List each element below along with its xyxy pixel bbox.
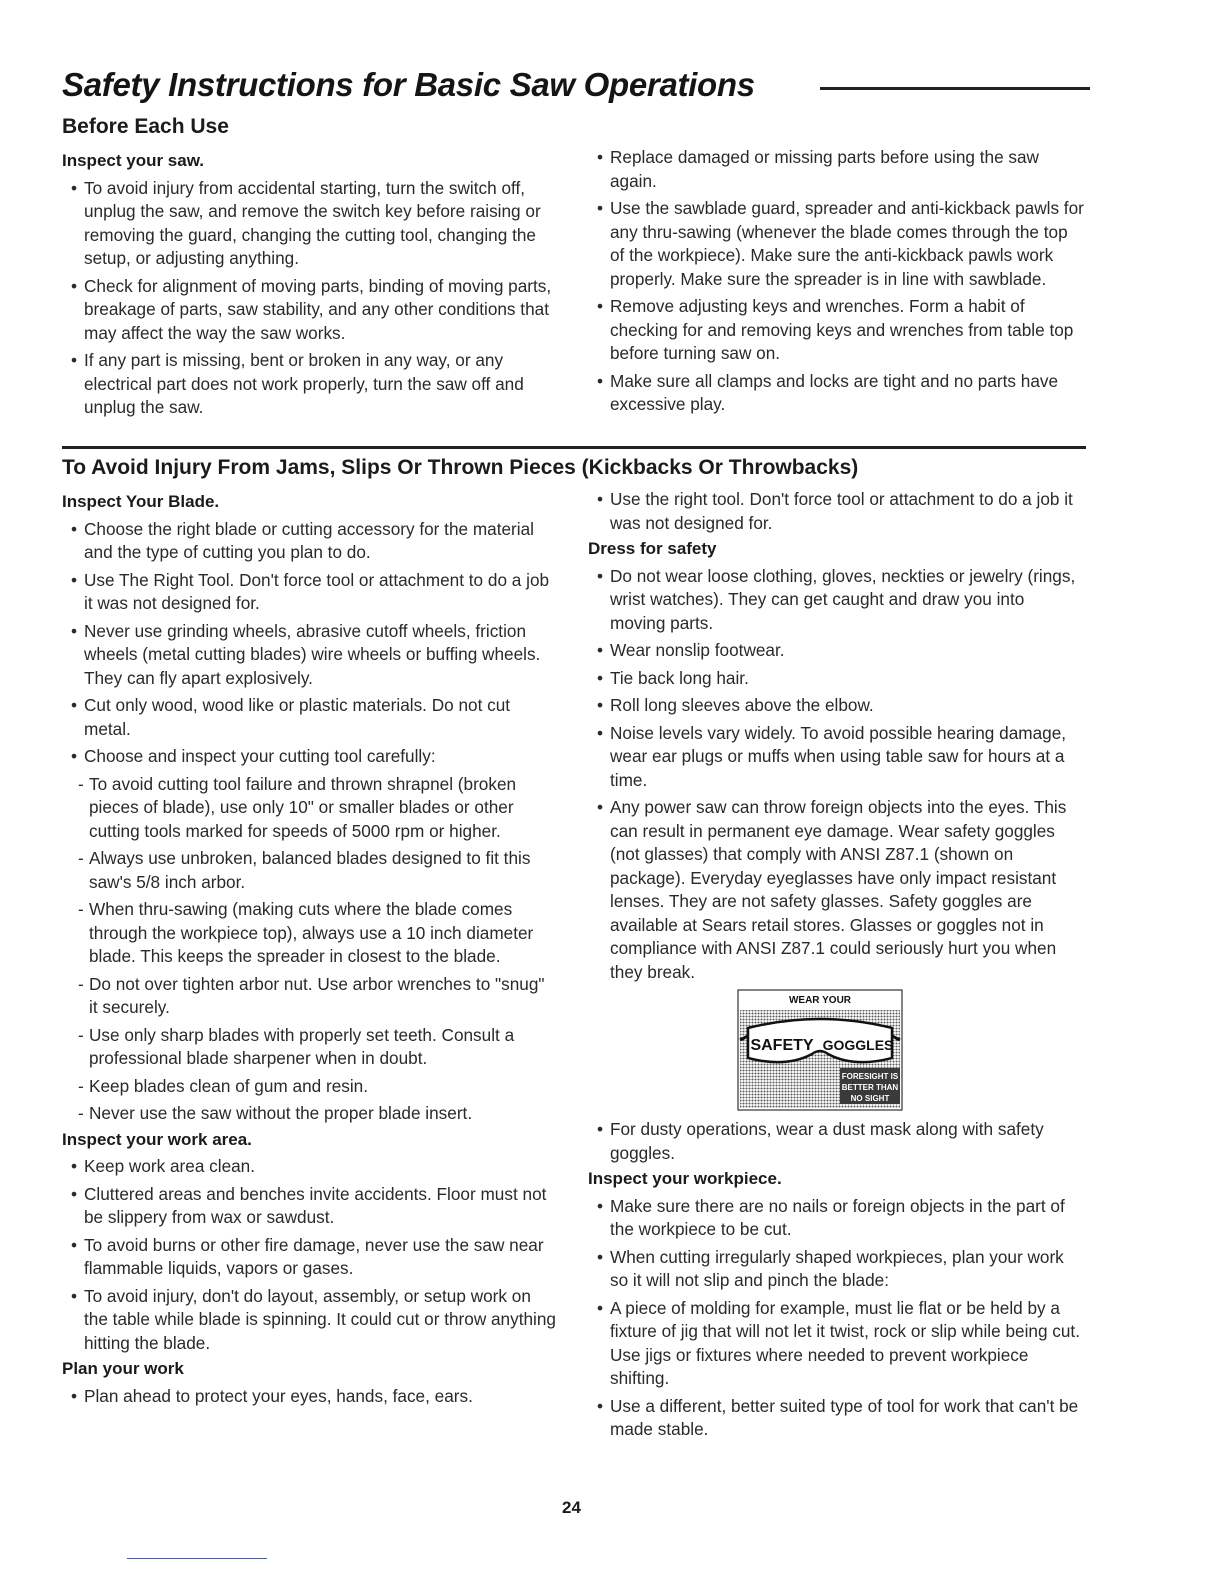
list-item: • Choose and inspect your cutting tool carefully:: [62, 745, 556, 769]
section-heading-before-each-use: Before Each Use: [62, 115, 229, 138]
dash-list-item: - To avoid cutting tool failure and thrown shrapnel (broken pieces of blade), use only 10" or smaller blades or other cutting tools marked for speeds of 5000 rpm or higher.: [62, 773, 556, 844]
dash-list-item: - Always use unbroken, balanced blades designed to fit this saw's 5/8 inch arbor.: [62, 847, 556, 894]
list-item: • For dusty operations, wear a dust mask along with safety goggles.: [588, 1118, 1084, 1165]
goggles-sub-text-1: FORESIGHT IS: [841, 1072, 899, 1081]
list-item: • Plan ahead to protect your eyes, hands, face, ears.: [62, 1385, 556, 1409]
list-item: • Tie back long hair.: [588, 667, 1084, 691]
before-use-right-column: [588, 146, 1084, 417]
section-divider: [62, 446, 1086, 449]
title-row: [62, 66, 1092, 110]
subheading-dress-safety: Dress for safety: [588, 539, 717, 558]
list-item: • Never use grinding wheels, abrasive cutoff wheels, friction wheels (metal cutting blades) wire wheels or buffing wheels. They can fly apart explosively.: [62, 620, 556, 691]
page-title: Safety Instructions for Basic Saw Operations: [62, 66, 755, 103]
list-item: • Use the sawblade guard, spreader and anti-kickback pawls for any thru-sawing (whenever the blade comes through the top of the workpiece). Make sure the anti-kickback pawls work properly. Make sure the spreader is in line with sawblade.: [588, 197, 1084, 291]
list-item: • Noise levels vary widely. To avoid possible hearing damage, wear ear plugs or muffs when using table saw for hours at a time.: [588, 722, 1084, 793]
section-heading-kickback: To Avoid Injury From Jams, Slips Or Thrown Pieces (Kickbacks Or Throwbacks): [62, 456, 859, 479]
list-item: • If any part is missing, bent or broken in any way, or any electrical part does not work properly, turn the saw off and unplug the saw.: [62, 349, 556, 420]
list-item: • Use a different, better suited type of tool for work that can't be made stable.: [588, 1395, 1084, 1442]
dash-list-item: - Never use the saw without the proper blade insert.: [62, 1102, 556, 1126]
list-item: • To avoid injury, don't do layout, assembly, or setup work on the table while blade is spinning. It could cut or throw anything hitting the blade.: [62, 1285, 556, 1356]
list-item: • Use The Right Tool. Don't force tool or attachment to do a job it was not designed for.: [62, 569, 556, 616]
list-item: • Wear nonslip footwear.: [588, 639, 1084, 663]
dash-list-item: - Keep blades clean of gum and resin.: [62, 1075, 556, 1099]
list-item: • Cut only wood, wood like or plastic materials. Do not cut metal.: [62, 694, 556, 741]
safety-goggles-image: [736, 988, 904, 1112]
goggles-illustration: [736, 988, 904, 1112]
kickback-right-column: [588, 488, 1084, 1442]
goggles-top-text: WEAR YOUR: [788, 995, 852, 1006]
list-item: • Do not wear loose clothing, gloves, neckties or jewelry (rings, wrist watches). They can get caught and draw you into moving parts.: [588, 565, 1084, 636]
subheading-work-area: Inspect your work area.: [62, 1129, 252, 1149]
footer-line: [127, 1558, 267, 1559]
list-item: • Choose the right blade or cutting accessory for the material and the type of cutting you plan to do.: [62, 518, 556, 565]
subheading-inspect-workpiece: Inspect your workpiece.: [588, 1169, 782, 1188]
list-item: • Check for alignment of moving parts, binding of moving parts, breakage of parts, saw stability, and any other conditions that may affect the way the saw works.: [62, 275, 556, 346]
list-item: • Use the right tool. Don't force tool or attachment to do a job it was not designed for.: [588, 488, 1084, 535]
list-item: • Cluttered areas and benches invite accidents. Floor must not be slippery from wax or sawdust.: [62, 1183, 556, 1230]
subheading-plan-work: Plan your work: [62, 1359, 184, 1378]
list-item: • Keep work area clean.: [62, 1155, 556, 1179]
kickback-left-column: [62, 488, 556, 1408]
before-use-left-column: [62, 147, 556, 420]
title-rule: [820, 87, 1090, 90]
page-number: 24: [562, 1498, 581, 1517]
list-item: • Make sure all clamps and locks are tight and no parts have excessive play.: [588, 370, 1084, 417]
goggles-sub-text-2: BETTER THAN: [841, 1083, 899, 1092]
list-item: • Make sure there are no nails or foreign objects in the part of the workpiece to be cut.: [588, 1195, 1084, 1242]
goggles-sub-text-3: NO SIGHT: [850, 1094, 890, 1103]
list-item: • Any power saw can throw foreign objects into the eyes. This can result in permanent eye damage. Wear safety goggles (not glasses) that comply with ANSI Z87.1 (shown on package). Everyday eyeglasses have only impact resistant lenses. They are not safety glasses. Safety goggles are available at Sears retail stores. Glasses or goggles not in compliance with ANSI Z87.1 could seriously hurt you when they break.: [588, 796, 1084, 984]
dash-list-item: - Do not over tighten arbor nut. Use arbor wrenches to "snug" it securely.: [62, 973, 556, 1020]
goggles-main-text-2: GOGGLES: [822, 1037, 894, 1053]
list-item: • When cutting irregularly shaped workpieces, plan your work so it will not slip and pinch the blade:: [588, 1246, 1084, 1293]
list-item: • A piece of molding for example, must lie flat or be held by a fixture of jig that will not let it twist, rock or slip while being cut. Use jigs or fixtures where needed to prevent workpiece shifting.: [588, 1297, 1084, 1391]
dash-list-item: - Use only sharp blades with properly set teeth. Consult a professional blade sharpener when in doubt.: [62, 1024, 556, 1071]
goggles-main-text-1: SAFETY: [750, 1037, 814, 1054]
list-item: • To avoid injury from accidental starting, turn the switch off, unplug the saw, and remove the switch key before raising or removing the guard, changing the cutting tool, changing the setup, or adjusting anything.: [62, 177, 556, 271]
list-item: • Roll long sleeves above the elbow.: [588, 694, 1084, 718]
subheading-inspect-saw: Inspect your saw.: [62, 151, 205, 170]
subheading-inspect-blade: Inspect Your Blade.: [62, 492, 220, 511]
list-item: • To avoid burns or other fire damage, never use the saw near flammable liquids, vapors or gases.: [62, 1234, 556, 1281]
list-item: • Remove adjusting keys and wrenches. Form a habit of checking for and removing keys and wrenches from table top before turning saw on.: [588, 295, 1084, 366]
list-item: • Replace damaged or missing parts before using the saw again.: [588, 146, 1084, 193]
dash-list-item: - When thru-sawing (making cuts where the blade comes through the workpiece top), always use a 10 inch diameter blade. This keeps the spreader in closest to the blade.: [62, 898, 556, 969]
